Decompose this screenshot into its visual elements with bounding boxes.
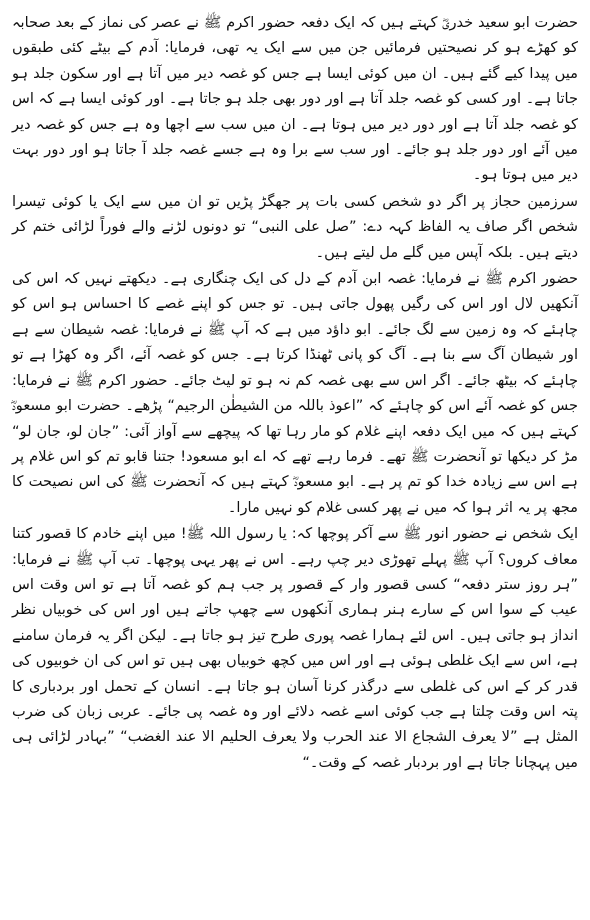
paragraph-anger-spark: حضور اکرم ﷺ نے فرمایا: غصہ ابن آدم کے دل کی ایک چنگاری ہے۔ دیکھتے نہیں کہ اس کی آنکھیں لال اور اس کی رگیں پھول جاتی ہیں۔ تو جس کو اپنے غصے کا احساس ہو اس کو چاہئے کہ وہ زمین سے لگ جائے۔ ابو داؤد میں ہے کہ آپ ﷺ نے فرمایا: غصہ شیطان سے ہے اور شیطان آگ سے بنا ہے۔ آگ کو پانی ٹھنڈا کرتا ہے۔ جس کو غصہ آئے، اگر وہ کھڑا ہے تو چاہئے کہ بیٹھ جائے۔ اگر اس سے بھی غصہ کم نہ ہو تو لیٹ جائے۔ حضور اکرم ﷺ نے فرمایا: جس کو غصہ آئے اس کو چاہئے کہ ”اعوذ باللہ من الشیطٰن الرجیم“ پڑھے۔ حضرت ابو مسعودؓ کہتے ہیں کہ میں ایک دفعہ اپنے غلام کو مار رہا تھا کہ پیچھے سے آواز آئی: ”جان لو، جان لو“ مڑ کر دیکھا تو آنحضرت ﷺ تھے۔ فرما رہے تھے کہ اے ابو مسعود! جتنا قابو تم کو اس غلام پر ہے اس سے زیادہ خدا کو تم پر ہے۔ ابو مسعودؓ کہتے ہیں کہ آنحضرت ﷺ کی اس نصیحت کا مجھ پر یہ اثر ہوا کہ میں نے پھر کسی غلام کو نہیں مارا۔: [12, 270, 578, 516]
paragraph-forgive-servant: ایک شخص نے حضور انور ﷺ سے آکر پوچھا کہ: یا رسول اللہ ﷺ! میں اپنے خادم کا قصور کتنا معاف کروں؟ آپ ﷺ پہلے تھوڑی دیر چپ رہے۔ اس نے پھر یہی پوچھا۔ تب آپ ﷺ نے فرمایا: ”ہر روز ستر دفعہ“ کسی قصور وار کے قصور پر جب ہم کو غصہ آتا ہے تو اس وقت اس عیب کے سوا اس کے سارے ہنر ہماری آنکھوں سے چھپ جاتے ہیں اور اس کی خوبیاں نظر انداز ہو جاتی ہیں۔ اس لئے ہمارا غصہ پوری طرح تیز ہو جاتا ہے۔ لیکن اگر یہ فرمان سامنے ہے، اس سے ایک غلطی ہوئی ہے اور اس میں کچھ خوبیاں بھی ہیں تو اس کی ان خوبیوں کی قدر کر کے اس کی غلطی سے درگذر کرنا آسان ہو جاتا ہے۔ انسان کے تحمل اور بردباری کا پتہ اس وقت چلتا ہے جب کوئی اسے غصہ دلائے اور وہ غصہ پی جائے۔ عربی زبان کی ضرب المثل ہے ”لا یعرف الشجاع الا عند الحرب ولا یعرف الحلیم الا عند الغضب“ ”بہادر لڑائی ہی میں پہچانا جاتا ہے اور بردبار غصہ کے وقت۔“: [12, 525, 578, 771]
paragraph-anger-types: حضرت ابو سعید خدریؓ کہتے ہیں کہ ایک دفعہ حضور اکرم ﷺ نے عصر کی نماز کے بعد صحابہ کو کھڑے ہو کر نصیحتیں فرمائیں جن میں سے ایک یہ تھی، فرمایا: آدم کے بیٹے کئی طبقوں میں پیدا کیے گئے ہیں۔ ان میں کوئی ایسا ہے جس کو غصہ دیر میں آتا ہے اور سکون جلد ہو جاتا ہے۔ اور کسی کو غصہ جلد آتا ہے اور دور بھی جلد ہو جاتا ہے۔ اور کوئی ایسا ہے کہ اس کو غصہ جلد آتا ہے اور دور دیر میں ہوتا ہے۔ ان میں سب سے اچھا وہ ہے جس کو غصہ دیر میں آئے اور دور جلد ہو جائے۔ اور سب سے برا وہ ہے جسے غصہ جلد آ جاتا ہو اور دور بہت دیر میں ہوتا ہو۔: [12, 14, 578, 184]
paragraph-hijaz-quarrel: سرزمین حجاز پر اگر دو شخص کسی بات پر جھگڑ پڑیں تو ان میں سے ایک یا کوئی تیسرا شخص اگر صاف یہ الفاظ کہہ دے: ”صل علی النبی“ تو دونوں لڑنے والے فوراً لڑائی ختم کر دیتے ہیں۔ بلکہ آپس میں گلے مل لیتے ہیں۔: [12, 192, 578, 261]
